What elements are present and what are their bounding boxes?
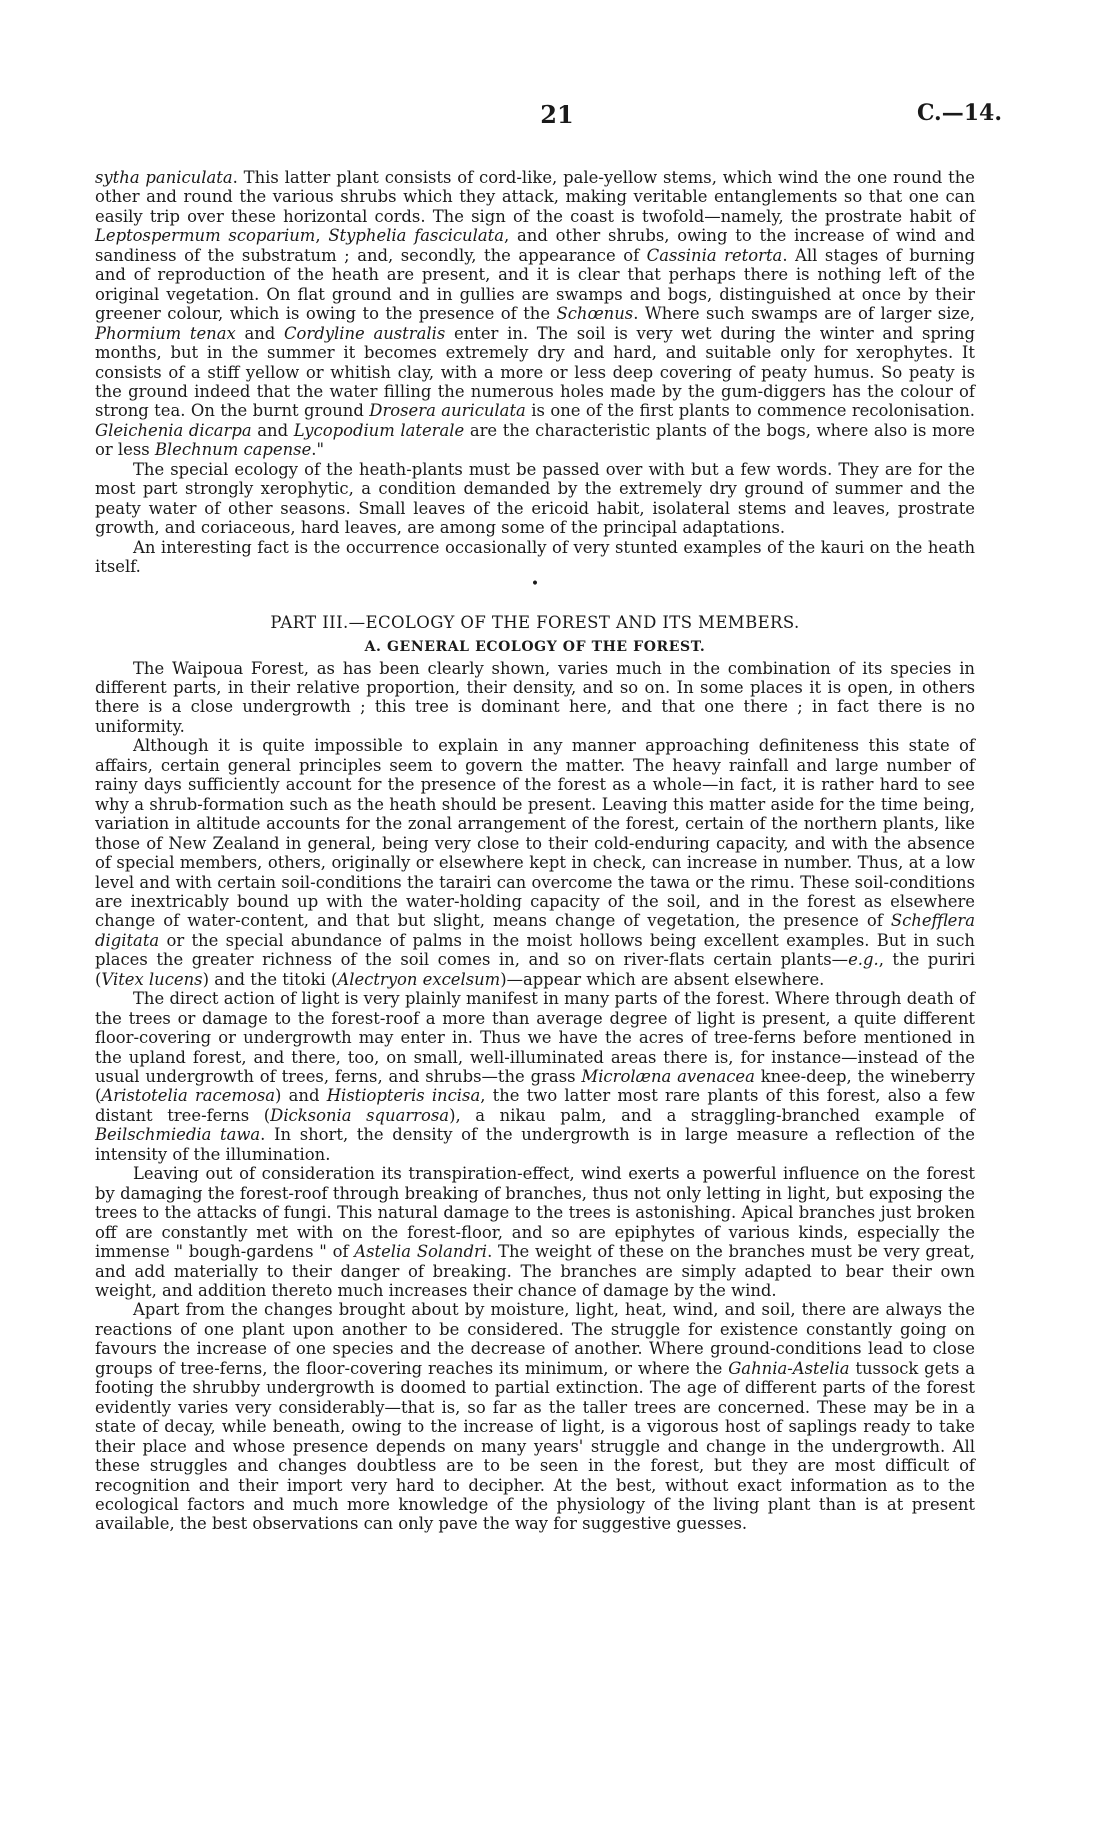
italic-run: Aristotelia racemosa bbox=[101, 1086, 276, 1106]
text-run: )—appear which are absent elsewhere. bbox=[500, 969, 825, 989]
text-run: Apart from the changes brought about by moisture, light, heat, wind, and soil, there are always the reactions of one plant upon another to be considered. The struggle for existence constantly going on favours the increase of one species and the decrease of another. Where ground-conditions lead to close groups of tree-ferns, the floor-covering reaches its minimum, or where the bbox=[95, 1300, 975, 1378]
italic-run: Histiopteris incisa bbox=[326, 1086, 481, 1106]
italic-run: e.g. bbox=[848, 950, 879, 970]
text-run: The special ecology of the heath-plants must be passed over with but a few words. They are for the most part strongly xerophytic, a condition demanded by the extremely dry ground of summer and the peaty water of other seasons. Small leaves of the ericoid habit, isolateral stems and leaves, prostrate growth, and coriaceous, hard leaves, are among some of the principal adaptations. bbox=[95, 459, 975, 538]
text-run: ) and the titoki ( bbox=[202, 969, 338, 989]
text-run: and bbox=[235, 323, 284, 343]
text-run: , the puriri ( bbox=[95, 950, 975, 989]
text-run: is one of the first plants to commence recolonisation. bbox=[525, 401, 975, 421]
text-run: or the special abundance of palms in the moist hollows being excellent examples. But in such places the greater richness of the soil comes in, and so on river-flats certain plants— bbox=[95, 930, 975, 970]
divider-dot: • bbox=[530, 575, 540, 592]
italic-run: Astelia Solandri bbox=[354, 1242, 488, 1262]
paragraph bbox=[95, 736, 975, 989]
italic-run: Dicksonia squarrosa bbox=[270, 1105, 450, 1125]
italic-run: Phormium tenax bbox=[95, 323, 236, 343]
italic-run: Cassinia retorta bbox=[646, 245, 783, 265]
text-run: Although it is quite impossible to explain in any manner approaching definiteness this state of affairs, certain general principles seem to govern the matter. The heavy rainfall and large number of rainy days sufficiently account for the presence of the forest as a whole—in fact, it is rather hard to see why a shrub-formation such as the heath should be present. Leaving this matter aside for the time being, variation in altitude accounts for the zonal arrangement of the forest, certain of the northern plants, like those of New Zealand in general, being very close to their cold-enduring capacity, and with the absence of special members, others, originally or elsewhere kept in check, can increase in number. Thus, at a low level and with certain soil-conditions the tarairi can overcome the tawa or the rimu. These soil-conditions are inextricably bound up with the water-holding capacity of the soil, and in the forest as elsewhere change of water-content, and that but slight, means change of vegetation, the presence of bbox=[95, 736, 975, 931]
italic-run: Leptospermum scoparium bbox=[95, 226, 316, 246]
italic-run: Microlæna avenacea bbox=[581, 1067, 755, 1087]
text-run: Leaving out of consideration its transpiration-effect, wind exerts a powerful influence on the forest by damaging the forest-roof through breaking of branches, thus not only letting in light, but exposing the trees to the attacks of fungi. This natural damage to the trees is astonishing. Apical branches just broken off are constantly met with on the forest-floor, and so are epiphytes of various kinds, especially the immense " bough-gardens " of bbox=[95, 1164, 975, 1262]
italic-run: Gleichenia dicarpa bbox=[95, 420, 252, 440]
italic-run: Schœnus bbox=[556, 304, 634, 324]
page-number: 21 bbox=[540, 100, 574, 129]
text-run: , and other shrubs, owing to the increase of wind and sandiness of the substratum ; and, secondly, the appearance of bbox=[95, 226, 975, 265]
paragraph bbox=[95, 659, 975, 737]
text-run: knee-deep, the wineberry ( bbox=[95, 1067, 975, 1106]
text-run: The Waipoua Forest, as has been clearly shown, varies much in the combination of its species in different parts, in their relative proportion, their density, and so on. In some places it is open, in others there is a close undergrowth ; this tree is dominant here, and that one there ; in fact there is no uniformity. bbox=[95, 658, 975, 736]
text-run: ) and bbox=[275, 1086, 327, 1106]
italic-run: Gahnia-Astelia bbox=[728, 1358, 850, 1378]
text-run: The direct action of light is very plainly manifest in many parts of the forest. Where through death of the trees or damage to the forest-roof a more than average degree of light is present, a quite different floor-covering or undergrowth may enter in. Thus we have the acres of tree-ferns before mentioned in the upland forest, and there, too, on small, well-illuminated areas there is, for instance—instead of the usual undergrowth of trees, ferns, and shrubs—the grass bbox=[95, 989, 975, 1087]
italic-run: Alectryon excelsum bbox=[337, 969, 501, 989]
text-run: ." bbox=[311, 440, 325, 460]
italic-run: Blechnum capense bbox=[154, 440, 312, 460]
text-run: An interesting fact is the occurrence occasionally of very stunted examples of the kauri on the heath itself. bbox=[95, 537, 975, 577]
text-run: are the characteristic plants of the bogs, where also is more or less bbox=[95, 420, 975, 460]
italic-run: Lycopodium laterale bbox=[293, 420, 465, 440]
paragraph bbox=[95, 1164, 975, 1300]
text-run: . Where such swamps are of larger size, bbox=[633, 304, 975, 324]
body-text bbox=[95, 168, 975, 1534]
paragraph bbox=[95, 460, 975, 538]
text-run: . All stages of burning and of reproduction of the heath are present, and it is clear that perhaps there is nothing left of the original vegetation. On flat ground and in gullies are swamps and bogs, distinguished at once by their greener colour, which is owing to the presence of the bbox=[95, 245, 975, 324]
text-run: enter in. The soil is very wet during the winter and spring months, but in the summer it becomes extremely dry and hard, and suitable only for xerophytes. It consists of a stiff yellow or whitish clay, with a more or less deep covering of peaty humus. So peaty is the ground indeed that the water filling the numerous holes made by the gum-diggers has the colour of strong tea. On the burnt ground bbox=[95, 323, 975, 421]
text-run: tussock gets a footing the shrubby undergrowth is doomed to partial extinction. The age of different parts of the forest evidently varies very considerably—that is, so far as the taller trees are concerned. These may be in a state of decay, while beneath, owing to the increase of light, is a vigorous host of saplings ready to take their place and whose presence depends on many years' struggle and change in the undergrowth. All these struggles and changes doubtless are to be seen in the forest, but they are most difficult of recognition and their import very hard to decipher. At the best, without exact information as to the ecological factors and much more knowledge of the physiology of the living plant than is at present available, the best observations can only pave the way for suggestive guesses. bbox=[95, 1358, 975, 1534]
paragraph bbox=[95, 168, 975, 460]
report-code: C.—14. bbox=[916, 100, 1002, 126]
italic-run: Vitex lucens bbox=[101, 969, 203, 989]
italic-run: sytha paniculata bbox=[95, 168, 233, 187]
part-heading: PART III.—ECOLOGY OF THE FOREST AND ITS MEMBERS. bbox=[270, 612, 800, 632]
text-run: , the two latter most rare plants of this forest, also a few distant tree-ferns ( bbox=[95, 1086, 975, 1125]
italic-run: Schefflera digitata bbox=[95, 911, 975, 950]
italic-run: Cordyline australis bbox=[284, 323, 446, 343]
text-run: . This latter plant consists of cord-like, pale-yellow stems, which wind the one round the other and round the various shrubs which they attack, making veritable entanglements so that one can easily trip over these horizontal cords. The sign of the coast is twofold—namely, the prostrate habit of bbox=[95, 168, 975, 226]
italic-run: Drosera auriculata bbox=[369, 401, 526, 421]
italic-run: Styphelia fasciculata bbox=[328, 226, 504, 246]
text-run: and bbox=[251, 420, 294, 440]
text-run: ), a nikau palm, and a straggling-branched example of bbox=[449, 1105, 975, 1125]
text-run: . In short, the density of the undergrowth is in large measure a reflection of the intensity of the illumination. bbox=[95, 1125, 975, 1164]
paragraph bbox=[95, 989, 975, 1164]
text-run: . The weight of these on the branches must be very great, and add materially to their danger of breaking. The branches are simply adapted to bear their own weight, and addition thereto much increases their chance of damage by the wind. bbox=[95, 1242, 975, 1301]
italic-run: Beilschmiedia tawa bbox=[95, 1125, 261, 1145]
text-run: , bbox=[315, 226, 329, 246]
section-heading: A. GENERAL ECOLOGY OF THE FOREST. bbox=[364, 638, 706, 655]
paragraph bbox=[95, 538, 975, 577]
paragraph bbox=[95, 1300, 975, 1533]
